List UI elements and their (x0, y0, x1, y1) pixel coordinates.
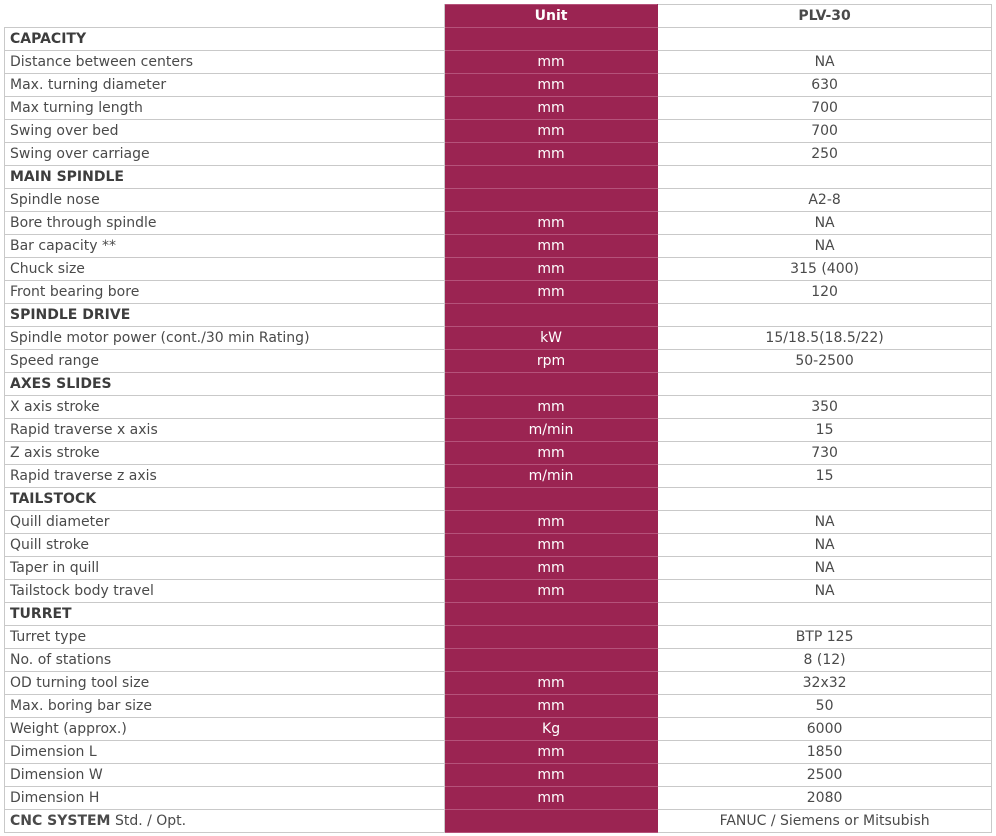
unit-cell: mm (444, 281, 657, 304)
value-cell: 120 (658, 281, 992, 304)
table-row (5, 396, 992, 419)
parameter-name: Distance between centers (5, 51, 445, 74)
parameter-name: Spindle nose (5, 189, 445, 212)
specification-table (4, 4, 992, 833)
table-row (5, 74, 992, 97)
parameter-name: Speed range (5, 350, 445, 373)
unit-cell (444, 603, 657, 626)
parameter-column-header (5, 5, 445, 28)
unit-cell: mm (444, 787, 657, 810)
parameter-name: Bore through spindle (5, 212, 445, 235)
table-row (5, 235, 992, 258)
unit-cell: mm (444, 741, 657, 764)
unit-cell: rpm (444, 350, 657, 373)
table-row (5, 258, 992, 281)
table-row (5, 189, 992, 212)
table-row (5, 810, 992, 833)
parameter-name: Max. turning diameter (5, 74, 445, 97)
value-cell: 315 (400) (658, 258, 992, 281)
table-row (5, 649, 992, 672)
value-cell: FANUC / Siemens or Mitsubish (658, 810, 992, 833)
table-row (5, 120, 992, 143)
table-row (5, 327, 992, 350)
unit-cell: m/min (444, 419, 657, 442)
table-row (5, 465, 992, 488)
unit-cell (444, 810, 657, 833)
unit-cell: mm (444, 143, 657, 166)
table-row (5, 350, 992, 373)
section-header-row (5, 304, 992, 327)
table-row (5, 672, 992, 695)
value-cell: 730 (658, 442, 992, 465)
unit-cell (444, 626, 657, 649)
table-row (5, 741, 992, 764)
table-row (5, 626, 992, 649)
unit-cell: Kg (444, 718, 657, 741)
unit-cell (444, 373, 657, 396)
unit-cell (444, 166, 657, 189)
value-cell: 32x32 (658, 672, 992, 695)
parameter-name-bold: CNC SYSTEM (10, 813, 111, 829)
parameter-name (5, 810, 445, 833)
value-cell: 50-2500 (658, 350, 992, 373)
section-header-row (5, 28, 992, 51)
section-title: TURRET (5, 603, 445, 626)
value-cell: 8 (12) (658, 649, 992, 672)
unit-cell (444, 649, 657, 672)
unit-cell: mm (444, 534, 657, 557)
unit-cell: mm (444, 74, 657, 97)
value-cell: 700 (658, 120, 992, 143)
table-row (5, 419, 992, 442)
unit-cell (444, 304, 657, 327)
value-cell: NA (658, 580, 992, 603)
unit-cell: mm (444, 672, 657, 695)
section-title: AXES SLIDES (5, 373, 445, 396)
table-row (5, 442, 992, 465)
value-cell (658, 166, 992, 189)
value-cell: 2080 (658, 787, 992, 810)
parameter-name: Z axis stroke (5, 442, 445, 465)
value-cell: 250 (658, 143, 992, 166)
parameter-name: Max. boring bar size (5, 695, 445, 718)
parameter-name: Rapid traverse x axis (5, 419, 445, 442)
value-cell: BTP 125 (658, 626, 992, 649)
unit-cell (444, 28, 657, 51)
table-row (5, 718, 992, 741)
parameter-name: Tailstock body travel (5, 580, 445, 603)
value-cell: 1850 (658, 741, 992, 764)
parameter-name-suffix: Std. / Opt. (110, 813, 187, 829)
unit-cell: m/min (444, 465, 657, 488)
table-row (5, 557, 992, 580)
table-row (5, 764, 992, 787)
parameter-name: OD turning tool size (5, 672, 445, 695)
parameter-name: Quill stroke (5, 534, 445, 557)
value-cell: NA (658, 51, 992, 74)
parameter-name: Dimension W (5, 764, 445, 787)
section-header-row (5, 603, 992, 626)
unit-cell: mm (444, 557, 657, 580)
parameter-name: Spindle motor power (cont./30 min Rating) (5, 327, 445, 350)
value-cell: 15 (658, 465, 992, 488)
unit-cell: mm (444, 120, 657, 143)
section-title: CAPACITY (5, 28, 445, 51)
unit-cell: mm (444, 51, 657, 74)
parameter-name: Bar capacity ** (5, 235, 445, 258)
unit-cell: mm (444, 580, 657, 603)
value-cell (658, 304, 992, 327)
parameter-name: Weight (approx.) (5, 718, 445, 741)
value-cell: NA (658, 534, 992, 557)
table-row (5, 51, 992, 74)
value-cell: 700 (658, 97, 992, 120)
section-title: MAIN SPINDLE (5, 166, 445, 189)
unit-cell (444, 189, 657, 212)
parameter-name: Swing over carriage (5, 143, 445, 166)
value-cell: 15 (658, 419, 992, 442)
table-row (5, 97, 992, 120)
unit-cell: mm (444, 511, 657, 534)
section-title: SPINDLE DRIVE (5, 304, 445, 327)
table-row (5, 511, 992, 534)
parameter-name: Swing over bed (5, 120, 445, 143)
table-row (5, 212, 992, 235)
value-cell: NA (658, 511, 992, 534)
value-cell: NA (658, 235, 992, 258)
table-row (5, 281, 992, 304)
value-cell: 15/18.5(18.5/22) (658, 327, 992, 350)
unit-column-header: Unit (444, 5, 657, 28)
table-row (5, 695, 992, 718)
value-cell: 350 (658, 396, 992, 419)
parameter-name: Dimension H (5, 787, 445, 810)
value-cell: NA (658, 212, 992, 235)
value-cell: 50 (658, 695, 992, 718)
section-title: TAILSTOCK (5, 488, 445, 511)
parameter-name: Turret type (5, 626, 445, 649)
table-row (5, 143, 992, 166)
unit-cell: mm (444, 764, 657, 787)
unit-cell: mm (444, 212, 657, 235)
parameter-name: Chuck size (5, 258, 445, 281)
table-header-row (5, 5, 992, 28)
section-header-row (5, 166, 992, 189)
value-cell: 6000 (658, 718, 992, 741)
model-column-header: PLV-30 (658, 5, 992, 28)
unit-cell: mm (444, 97, 657, 120)
unit-cell: mm (444, 442, 657, 465)
value-cell (658, 488, 992, 511)
section-header-row (5, 373, 992, 396)
value-cell: A2-8 (658, 189, 992, 212)
unit-cell: kW (444, 327, 657, 350)
unit-cell: mm (444, 695, 657, 718)
unit-cell: mm (444, 258, 657, 281)
parameter-name: Rapid traverse z axis (5, 465, 445, 488)
parameter-name: Taper in quill (5, 557, 445, 580)
parameter-name: Dimension L (5, 741, 445, 764)
value-cell (658, 373, 992, 396)
parameter-name: Max turning length (5, 97, 445, 120)
table-row (5, 580, 992, 603)
value-cell (658, 603, 992, 626)
parameter-name: No. of stations (5, 649, 445, 672)
section-header-row (5, 488, 992, 511)
unit-cell: mm (444, 235, 657, 258)
value-cell: NA (658, 557, 992, 580)
value-cell: 630 (658, 74, 992, 97)
parameter-name: Front bearing bore (5, 281, 445, 304)
value-cell: 2500 (658, 764, 992, 787)
parameter-name: Quill diameter (5, 511, 445, 534)
unit-cell (444, 488, 657, 511)
table-row (5, 787, 992, 810)
table-row (5, 534, 992, 557)
specification-rows (5, 28, 992, 833)
parameter-name: X axis stroke (5, 396, 445, 419)
value-cell (658, 28, 992, 51)
unit-cell: mm (444, 396, 657, 419)
